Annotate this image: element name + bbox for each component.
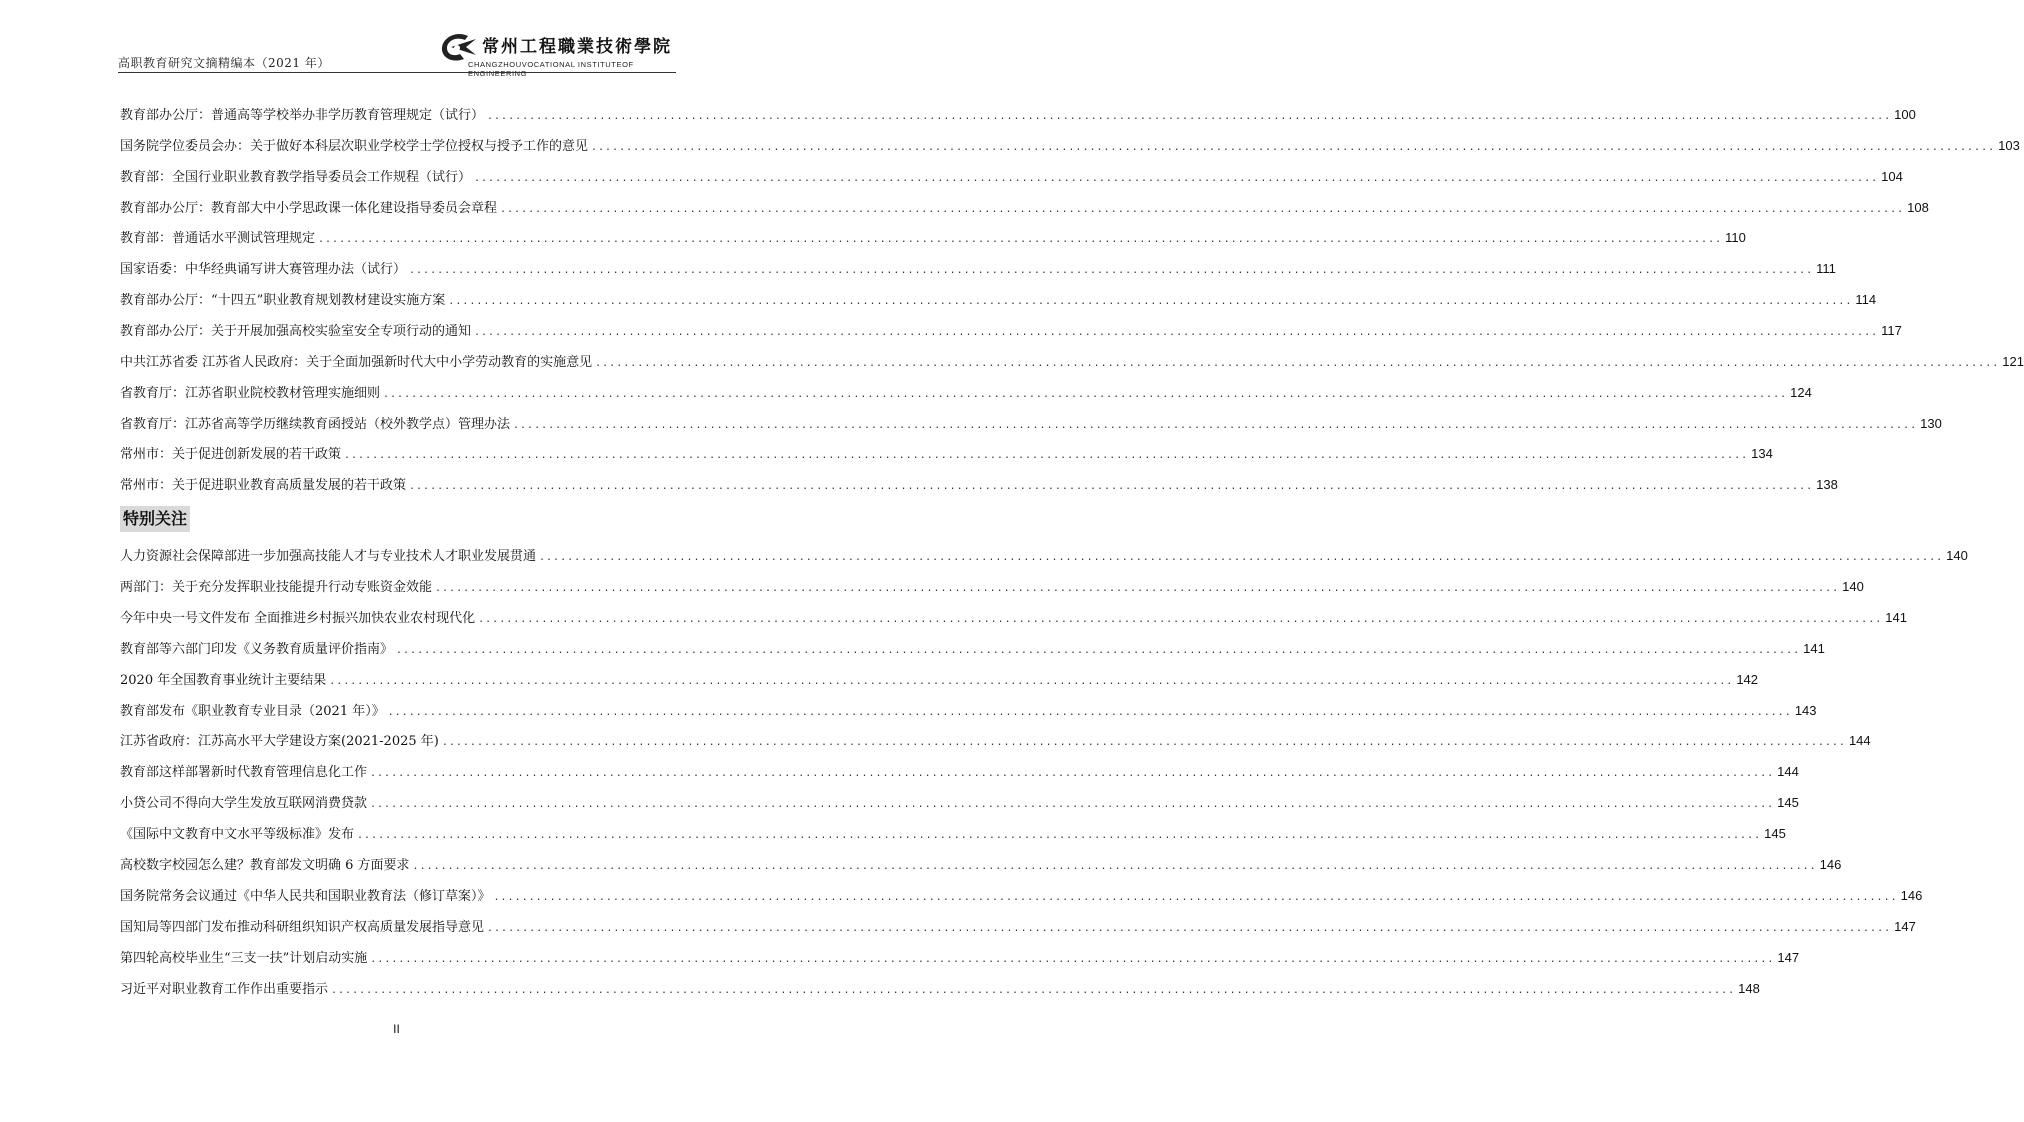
toc-entry[interactable]: [120, 638, 1825, 660]
toc-dot-leader: ........................................................................................................................................................................................................: [370, 768, 1775, 780]
toc-entry[interactable]: [120, 474, 1838, 496]
toc-entry-title: 高校数字校园怎么建？教育部发文明确 6 方面要求: [120, 858, 410, 873]
toc-dot-leader: ........................................................................................................................................................................................................: [500, 203, 1905, 215]
toc-entry-title: 教育部：普通话水平测试管理规定: [120, 231, 316, 247]
toc-entry-page: 147: [1777, 949, 1800, 965]
toc-dot-leader: ........................................................................................................................................................................................................: [383, 388, 1788, 400]
toc-entry-page: 134: [1751, 446, 1773, 462]
toc-entry-page: 145: [1764, 826, 1786, 842]
toc-entry-title: 教育部办公厅：教育部大中小学思政课一体化建设指导委员会章程: [120, 200, 498, 216]
toc-entry[interactable]: [120, 885, 1923, 907]
toc-dot-leader: ........................................................................................................................................................................................................: [396, 644, 1801, 656]
toc-entry-title: 第四轮高校毕业生“三支一扶”计划启动实施: [120, 950, 368, 966]
toc-entry-title: 习近平对职业教育工作作出重要指示: [120, 981, 329, 997]
toc-dot-leader: ........................................................................................................................................................................................................: [387, 706, 1792, 718]
toc-entry-page: 110: [1725, 230, 1746, 246]
toc-entry[interactable]: [120, 823, 1786, 845]
toc-dot-leader: ........................................................................................................................................................................................................: [474, 172, 1879, 184]
toc-entry-title: 常州市：关于促进创新发展的若干政策: [120, 447, 342, 463]
toc-entry-page: 117: [1881, 322, 1902, 338]
toc-entry-page: 100: [1894, 107, 1916, 122]
toc-entry-title: 国家语委：中华经典诵写讲大赛管理办法（试行）: [120, 262, 407, 278]
toc-entry-page: 124: [1790, 384, 1812, 400]
toc-entry[interactable]: [120, 607, 1907, 629]
toc-entry-title: 江苏省政府：江苏高水平大学建设方案(2021-2025 年): [120, 734, 439, 750]
toc-dot-leader: ........................................................................................................................................................................................................: [478, 613, 1883, 625]
toc-entry-page: 146: [1900, 887, 1923, 903]
toc-dot-leader: ........................................................................................................................................................................................................: [513, 419, 1918, 431]
toc-entry-title: 教育部办公厅：普通高等学校举办非学历教育管理规定（试行）: [120, 108, 485, 123]
toc-dot-leader: ........................................................................................................................................................................................................: [370, 953, 1775, 965]
toc-dot-leader: ........................................................................................................................................................................................................: [435, 582, 1840, 594]
toc-entry-title: 人力资源社会保障部进一步加强高技能人才与专业技术人才职业发展贯通: [120, 549, 537, 564]
toc-entry[interactable]: [120, 104, 1916, 126]
toc-entry-title: 2020 年全国教育事业统计主要结果: [120, 672, 327, 688]
toc-entry-title: 今年中央一号文件发布 全面推进乡村振兴加快农业农村现代化: [120, 610, 476, 626]
toc-entry-page: 146: [1819, 857, 1842, 872]
toc-entry[interactable]: [120, 792, 1799, 814]
toc-entry[interactable]: [120, 351, 2024, 373]
toc-entry-title: 常州市：关于促进职业教育高质量发展的若干政策: [120, 478, 407, 494]
toc-entry-page: 140: [1946, 548, 1968, 563]
toc-dot-leader: ........................................................................................................................................................................................................: [344, 450, 1749, 462]
toc-entry-title: 教育部发布《职业教育专业目录（2021 年）》: [120, 703, 385, 719]
toc-entry[interactable]: [120, 382, 1812, 404]
page-header: [118, 30, 676, 78]
toc-entry-page: 108: [1907, 199, 1929, 215]
toc-entry-title: 小贷公司不得向大学生发放互联网消费贷款: [120, 796, 368, 812]
toc-entry[interactable]: [120, 916, 1916, 938]
toc-entry-page: 121: [2002, 353, 2024, 369]
school-name-en: CHANGZHOUVOCATIONAL INSTITUTEOF ENGINEERING: [468, 60, 634, 78]
toc-entry-title: 教育部这样部署新时代教育管理信息化工作: [120, 765, 368, 781]
toc-entry-page: 111: [1816, 261, 1836, 277]
toc-entry-page: 140: [1842, 578, 1864, 594]
toc-entry[interactable]: [120, 166, 1903, 188]
toc-dot-leader: ........................................................................................................................................................................................................: [493, 891, 1898, 903]
toc-dot-leader: ........................................................................................................................................................................................................: [412, 861, 1817, 872]
toc-entry[interactable]: [120, 669, 1759, 691]
toc-dot-leader: ........................................................................................................................................................................................................: [441, 737, 1846, 749]
toc-entry-title: 中共江苏省委 江苏省人民政府：关于全面加强新时代大中小学劳动教育的实施意见: [120, 354, 593, 370]
toc-dot-leader: ........................................................................................................................................................................................................: [487, 111, 1892, 122]
toc-entry[interactable]: [120, 700, 1817, 722]
page-number: II: [393, 1022, 400, 1036]
header-divider: [118, 72, 676, 73]
toc-entry-title: 教育部等六部门印发《义务教育质量评价指南》: [120, 641, 394, 657]
toc-entry-page: 114: [1855, 292, 1877, 308]
toc-entry-title: 省教育厅：江苏省职业院校教材管理实施细则: [120, 385, 381, 401]
toc-entry[interactable]: [120, 197, 1929, 219]
toc-entry-page: 144: [1848, 733, 1871, 749]
toc-entry-title: 省教育厅：江苏省高等学历继续教育函授站（校外教学点）管理办法: [120, 416, 511, 432]
document-title: 高职教育研究文摘精编本（2021 年）: [118, 56, 330, 70]
toc-dot-leader: ........................................................................................................................................................................................................: [329, 675, 1734, 687]
toc-entry-title: 国知局等四部门发布推动科研组织知识产权高质量发展指导意见: [120, 919, 485, 935]
toc-entry[interactable]: [120, 854, 1842, 876]
toc-entry[interactable]: [120, 135, 2020, 157]
toc-entry-page: 104: [1881, 168, 1903, 184]
toc-entry-page: 147: [1894, 918, 1916, 934]
toc-entry[interactable]: [120, 978, 1760, 1000]
school-logo-icon: [438, 30, 478, 64]
toc-entry[interactable]: [120, 413, 1942, 435]
toc-dot-leader: ........................................................................................................................................................................................................: [595, 357, 2000, 369]
section-heading: 特别关注: [120, 506, 190, 532]
toc-entry[interactable]: [120, 443, 1773, 465]
toc-dot-leader: ........................................................................................................................................................................................................: [409, 481, 1814, 493]
toc-dot-leader: ........................................................................................................................................................................................................: [474, 326, 1879, 338]
toc-entry-page: 130: [1920, 415, 1942, 431]
toc-entry-title: 《国际中文教育中文水平等级标准》发布: [120, 827, 355, 843]
toc-dot-leader: ........................................................................................................................................................................................................: [318, 234, 1723, 246]
toc-entry-title: 国务院学位委员会办：关于做好本科层次职业学校学士学位授权与授予工作的意见: [120, 138, 589, 154]
toc-dot-leader: ........................................................................................................................................................................................................: [409, 265, 1814, 277]
toc-entry[interactable]: [120, 761, 1799, 783]
toc-entry-page: 143: [1794, 702, 1817, 718]
toc-entry[interactable]: [120, 289, 1877, 311]
toc-dot-leader: ........................................................................................................................................................................................................: [331, 984, 1736, 996]
toc-entry-title: 教育部办公厅：“十四五”职业教育规划教材建设实施方案: [120, 293, 446, 309]
toc-entry-page: 138: [1816, 477, 1838, 493]
toc-entry-page: 144: [1777, 764, 1799, 780]
toc-dot-leader: ........................................................................................................................................................................................................: [448, 296, 1853, 308]
toc-dot-leader: ........................................................................................................................................................................................................: [487, 922, 1892, 934]
toc-entry-page: 103: [1998, 137, 2020, 153]
toc-entry[interactable]: [120, 227, 1746, 249]
toc-dot-leader: ........................................................................................................................................................................................................: [539, 552, 1944, 563]
toc-entry-title: 教育部办公厅：关于开展加强高校实验室安全专项行动的通知: [120, 323, 472, 339]
toc-dot-leader: ........................................................................................................................................................................................................: [357, 830, 1762, 842]
toc-entry[interactable]: [120, 320, 1902, 342]
toc-entry-page: 142: [1736, 671, 1759, 687]
toc-entry-page: 145: [1777, 795, 1799, 811]
toc-entry[interactable]: [120, 947, 1800, 969]
school-name-cn: 常州工程職業技術學院: [482, 37, 672, 57]
toc-entry[interactable]: [120, 730, 1871, 752]
toc-entry[interactable]: [120, 258, 1836, 280]
toc-entry-page: 141: [1885, 609, 1907, 625]
toc-entry-title: 国务院常务会议通过《中华人民共和国职业教育法（修订草案）》: [120, 888, 491, 904]
toc-entry[interactable]: [120, 545, 1968, 567]
toc-dot-leader: ........................................................................................................................................................................................................: [370, 799, 1775, 811]
toc-entry-title: 教育部：全国行业职业教育教学指导委员会工作规程（试行）: [120, 169, 472, 185]
toc-entry[interactable]: [120, 576, 1864, 598]
toc-dot-leader: ........................................................................................................................................................................................................: [591, 141, 1996, 153]
toc-entry-page: 141: [1803, 640, 1825, 656]
toc-entry-page: 148: [1738, 980, 1760, 996]
toc-entry-title: 两部门：关于充分发挥职业技能提升行动专账资金效能: [120, 579, 433, 595]
